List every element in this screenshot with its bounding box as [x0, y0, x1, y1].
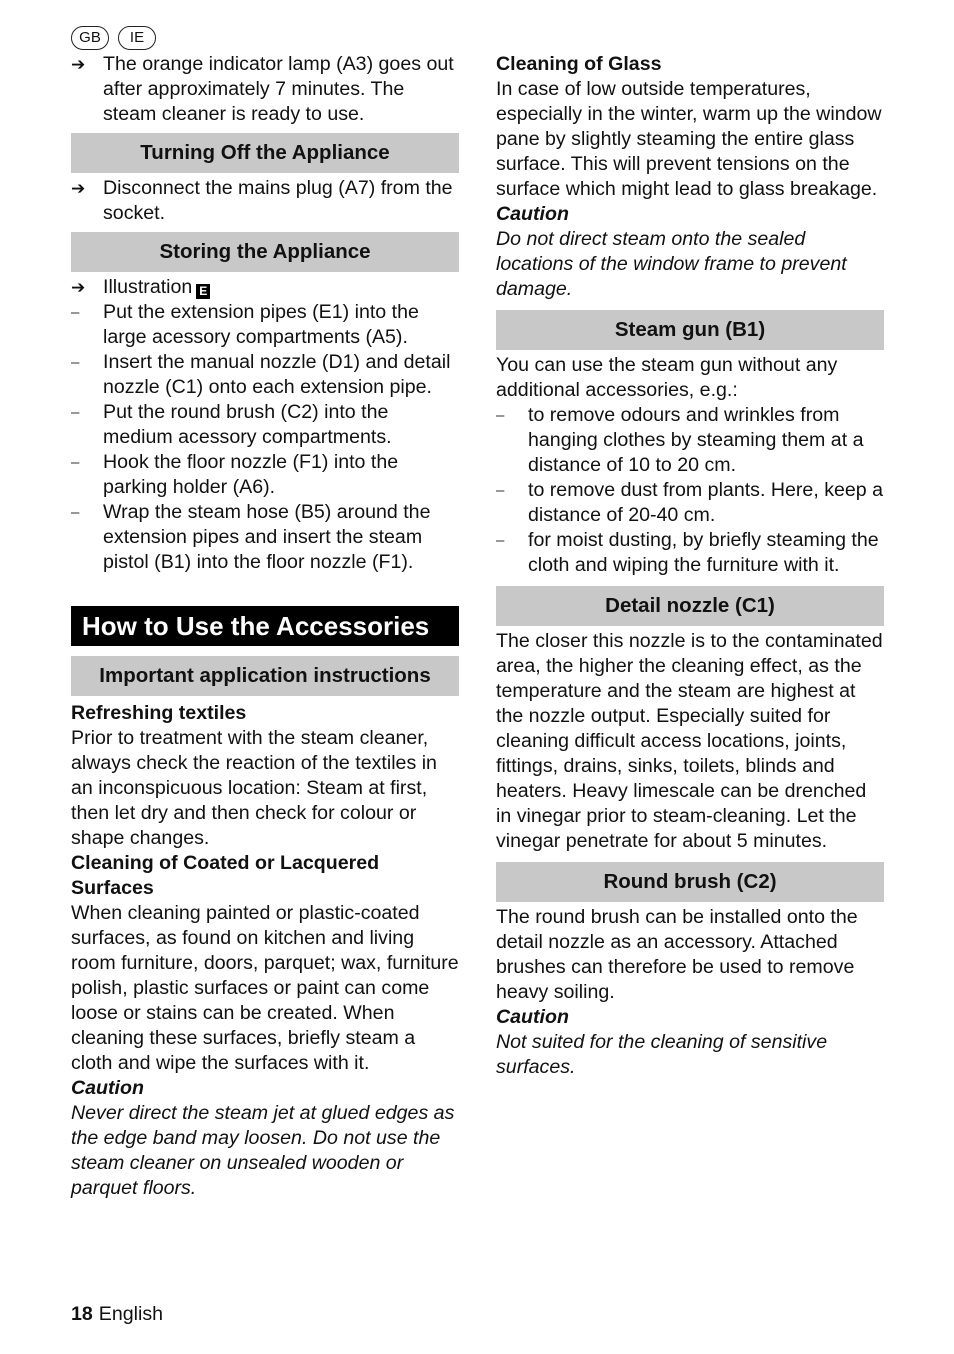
refreshing-subheading: Refreshing textiles — [71, 702, 247, 724]
caution-label: Caution — [71, 1077, 144, 1099]
storing-item: – Hook the floor nozzle (F1) into the parking holder (A6). — [71, 451, 399, 498]
instructions-heading: Important application instructions — [71, 656, 459, 696]
dash-icon: – — [496, 532, 505, 549]
turning-off-heading: Turning Off the Appliance — [71, 133, 459, 173]
steam-gun-item: – to remove odours and wrinkles from hanging clothes by steaming them at a distance of 10 to 20 cm. — [496, 404, 864, 476]
round-brush-text: The round brush can be installed onto the detail nozzle as an accessory. Attached brushes can therefore be used to remove heavy soiling. — [496, 906, 858, 1003]
badge-gb: GB — [71, 26, 109, 50]
caution-text: Not suited for the cleaning of sensitive surfaces. — [496, 1031, 828, 1078]
caution-text: Do not direct steam onto the sealed locations of the window frame to prevent damage. — [496, 228, 847, 300]
glass-text: In case of low outside temperatures, especially in the winter, warm up the window pane by slightly steaming the entire glass surface. This will prevent tensions on the surface which might lead to glass breakage. — [496, 78, 882, 200]
refreshing-text: Prior to treatment with the steam cleaner, always check the reaction of the textiles in an inconspicuous location: Steam at first, then let dry and then check for colour or shape changes. — [71, 727, 437, 849]
steam-gun-intro: You can use the steam gun without any additional accessories, e.g.: — [496, 354, 838, 401]
illustration-e-icon: E — [196, 284, 210, 299]
badge-ie: IE — [118, 26, 156, 50]
caution-label: Caution — [496, 1006, 569, 1028]
intro-step: ➔ The orange indicator lamp (A3) goes out after approximately 7 minutes. The steam cleaner is ready to use. — [71, 53, 454, 125]
coated-subheading: Cleaning of Coated or Lacquered Surfaces — [71, 852, 380, 899]
right-column — [496, 0, 884, 1080]
detail-nozzle-text: The closer this nozzle is to the contaminated area, the higher the cleaning effect, as the temperature and the steam are highest at the nozzle output. Especially suited for cleaning difficult access locations, joints, fittings, drains, sinks, toilets, blinds and heaters. Heavy limescale can be drenched in vinegar prior to steam-cleaning. Let the vinegar penetrate for about 5 minutes. — [496, 630, 883, 852]
detail-nozzle-heading: Detail nozzle (C1) — [496, 586, 884, 626]
round-brush-heading: Round brush (C2) — [496, 862, 884, 902]
page-number: 18 — [71, 1303, 93, 1325]
steam-gun-item: – to remove dust from plants. Here, keep a distance of 20-40 cm. — [496, 479, 884, 526]
dash-icon: – — [71, 354, 80, 371]
page-footer — [71, 1303, 163, 1326]
glass-subheading: Cleaning of Glass — [496, 53, 662, 75]
arrow-icon: ➔ — [71, 179, 86, 198]
steam-gun-item: – for moist dusting, by briefly steaming the cloth and wiping the furniture with it. — [496, 529, 879, 576]
storing-item: – Put the round brush (C2) into the medium acessory compartments. — [71, 401, 392, 448]
dash-icon: – — [496, 482, 505, 499]
caution-text: Never direct the steam jet at glued edges as the edge band may loosen. Do not use the steam cleaner on unsealed wooden or parquet floors. — [71, 1102, 455, 1199]
storing-illustration: ➔ Illustration E — [71, 275, 459, 300]
arrow-icon: ➔ — [71, 278, 86, 297]
footer-language: English — [98, 1303, 164, 1325]
arrow-icon: ➔ — [71, 55, 86, 74]
storing-item: – Insert the manual nozzle (D1) and detail nozzle (C1) onto each extension pipe. — [71, 351, 451, 398]
accessories-heading: How to Use the Accessories — [71, 606, 459, 646]
coated-text: When cleaning painted or plastic-coated surfaces, as found on kitchen and living room furniture, doors, parquet; wax, furniture polish, plastic surfaces or paint can come loose or stains can be created. When cleaning these surfaces, briefly steam a cloth and wipe the surfaces with it. — [71, 902, 459, 1074]
dash-icon: – — [496, 407, 505, 424]
storing-item: – Wrap the steam hose (B5) around the extension pipes and insert the steam pistol (B1) into the floor nozzle (F1). — [71, 501, 431, 573]
dash-icon: – — [71, 404, 80, 421]
storing-item: – Put the extension pipes (E1) into the large acessory compartments (A5). — [71, 301, 419, 348]
turning-off-step: ➔ Disconnect the mains plug (A7) from the socket. — [71, 177, 453, 224]
caution-label: Caution — [496, 203, 569, 225]
storing-heading: Storing the Appliance — [71, 232, 459, 272]
dash-icon: – — [71, 454, 80, 471]
dash-icon: – — [71, 504, 80, 521]
steam-gun-heading: Steam gun (B1) — [496, 310, 884, 350]
left-column — [71, 0, 459, 1201]
dash-icon: – — [71, 304, 80, 321]
